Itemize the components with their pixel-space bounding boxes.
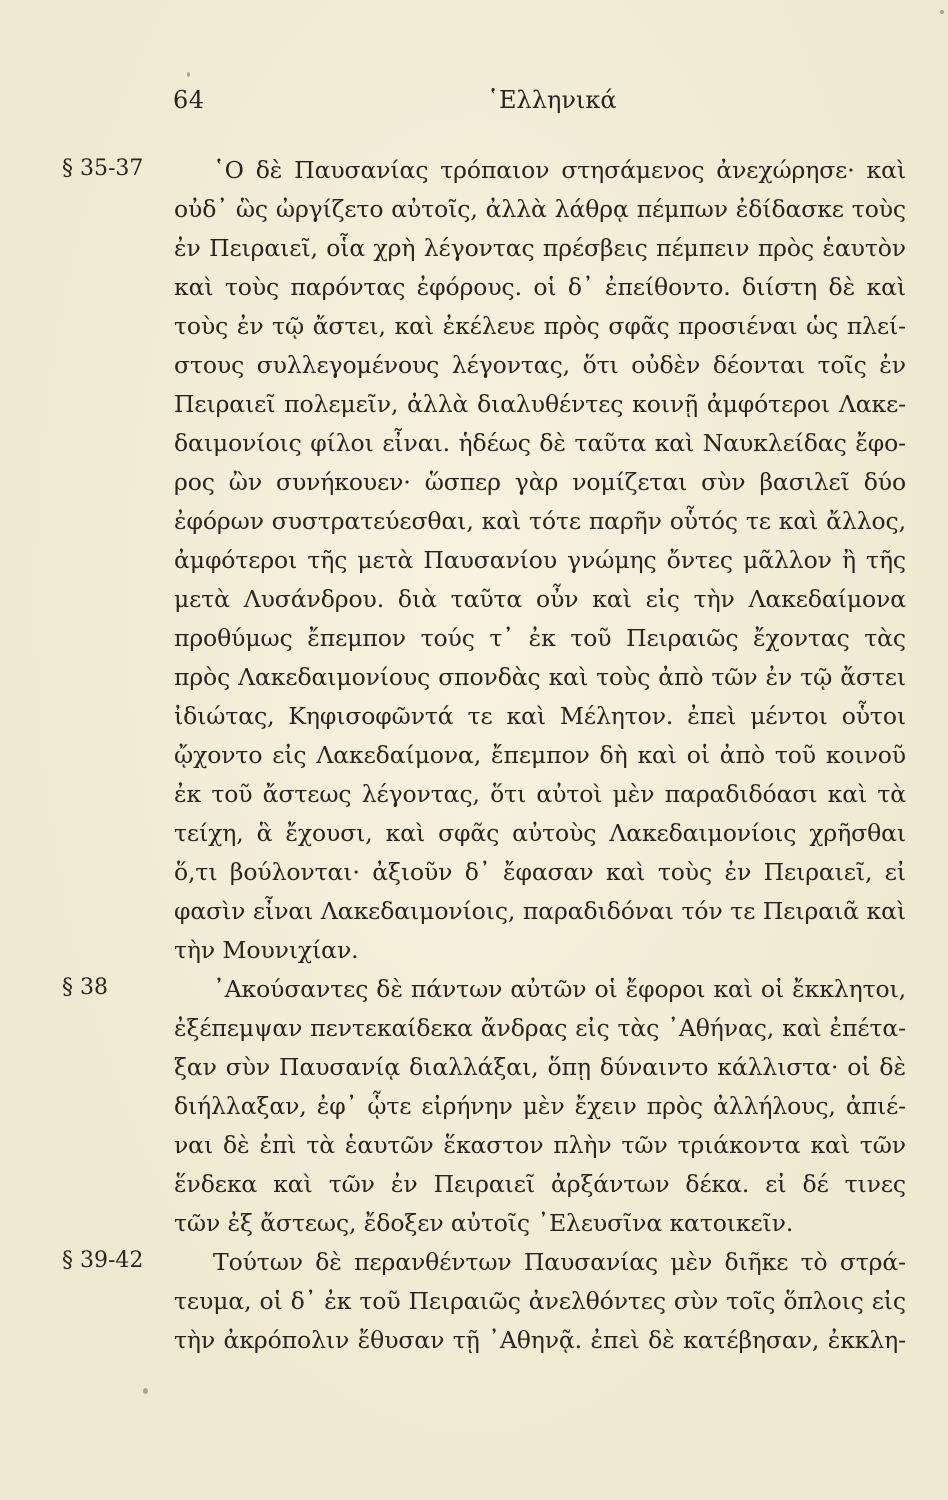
text-line: τὴν Μουνιχίαν. [174, 936, 359, 964]
text-line: Πειραιεῖ πολεμεῖν, ἀλλὰ διαλυθέντες κοινῇ ἀμφότεροι Λακε- [174, 390, 906, 418]
section-label-35-37: § 35-37 [62, 156, 144, 181]
print-speck [940, 10, 944, 14]
text-line: διήλλαξαν, ἐφ᾽ ᾧτε εἰρήνην μὲν ἔχειν πρὸς ἀλλήλους, ἀπιέ- [174, 1092, 906, 1120]
text-line: ναι δὲ ἐπὶ τὰ ἑαυτῶν ἕκαστον πλὴν τῶν τριάκοντα καὶ τῶν [174, 1131, 906, 1159]
text-line: ἐξέπεμψαν πεντεκαίδεκα ἄνδρας εἰς τὰς ᾿Αθήνας, καὶ ἐπέτα- [174, 1014, 906, 1042]
text-line: πρὸς Λακεδαιμονίους σπονδὰς καὶ τοὺς ἀπὸ τῶν ἐν τῷ ἄστει [174, 663, 906, 691]
text-line: τῶν ἐξ ἄστεως, ἔδοξεν αὐτοῖς ᾿Ελευσῖνα κατοικεῖν. [174, 1209, 794, 1237]
text-line: φασὶν εἶναι Λακεδαιμονίοις, παραδιδόναι τόν τε Πειραιᾶ καὶ [174, 897, 906, 925]
text-line: καὶ τοὺς παρόντας ἐφόρους. οἱ δ᾽ ἐπείθοντο. διίστη δὲ καὶ [174, 273, 906, 301]
text-line: ᾿Ακούσαντες δὲ πάντων αὐτῶν οἱ ἔφοροι καὶ οἱ ἔκκλητοι, [213, 975, 906, 1003]
text-line: δαιμονίοις φίλοι εἶναι. ἡδέως δὲ ταῦτα καὶ Ναυκλείδας ἔφο- [174, 429, 906, 457]
print-speck [187, 72, 190, 77]
text-line: τὴν ἀκρόπολιν ἔθυσαν τῇ ᾿Αθηνᾷ. ἐπεὶ δὲ κατέβησαν, ἐκκλη- [174, 1326, 906, 1354]
text-line: προθύμως ἔπεμπον τούς τ᾽ ἐκ τοῦ Πειραιῶς ἔχοντας τὰς [174, 624, 906, 652]
text-line: ῾Ο δὲ Παυσανίας τρόπαιον στησάμενος ἀνεχώρησε· καὶ [213, 156, 906, 184]
text-line: οὐδ᾽ ὣς ὠργίζετο αὐτοῖς, ἀλλὰ λάθρᾳ πέμπων ἐδίδασκε τοὺς [174, 195, 906, 223]
text-line: τευμα, οἱ δ᾽ ἐκ τοῦ Πειραιῶς ἀνελθόντες σὺν τοῖς ὅπλοις εἰς [174, 1287, 906, 1315]
running-title: ῾Ελληνικά [487, 86, 617, 114]
text-line: ὅ,τι βούλονται· ἀξιοῦν δ᾽ ἔφασαν καὶ τοὺς ἐν Πειραιεῖ, εἰ [174, 858, 906, 886]
text-line: μετὰ Λυσάνδρου. διὰ ταῦτα οὖν καὶ εἰς τὴν Λακεδαίμονα [174, 585, 906, 613]
text-line: ἐκ τοῦ ἄστεως λέγοντας, ὅτι αὐτοὶ μὲν παραδιδόασι καὶ τὰ [174, 780, 906, 808]
print-speck [143, 1388, 148, 1394]
text-line: ᾤχοντο εἰς Λακεδαίμονα, ἔπεμπον δὴ καὶ οἱ ἀπὸ τοῦ κοινοῦ [174, 741, 906, 769]
text-line: ἰδιώτας, Κηφισοφῶντά τε καὶ Μέλητον. ἐπεὶ μέντοι οὗτοι [174, 702, 906, 730]
text-line: ρος ὢν συνήκουεν· ὥσπερ γὰρ νομίζεται σὺν βασιλεῖ δύο [174, 468, 906, 496]
text-line: ἐν Πειραιεῖ, οἷα χρὴ λέγοντας πρέσβεις πέμπειν πρὸς ἑαυτὸν [174, 234, 906, 262]
text-line: ξαν σὺν Παυσανίᾳ διαλλάξαι, ὅπῃ δύναιντο κάλλιστα· οἱ δὲ [174, 1053, 906, 1081]
section-label-38: § 38 [62, 975, 108, 1000]
text-line: ἀμφότεροι τῆς μετὰ Παυσανίου γνώμης ὄντες μᾶλλον ἢ τῆς [174, 546, 906, 574]
page-number: 64 [173, 86, 205, 114]
text-line: ἐφόρων συστρατεύεσθαι, καὶ τότε παρῆν οὗτός τε καὶ ἄλλος, [174, 507, 906, 535]
text-line: τείχη, ἃ ἔχουσι, καὶ σφᾶς αὐτοὺς Λακεδαιμονίοις χρῆσθαι [174, 819, 906, 847]
section-label-39-42: § 39-42 [62, 1248, 144, 1273]
text-line: τοὺς ἐν τῷ ἄστει, καὶ ἐκέλευε πρὸς σφᾶς προσιέναι ὡς πλεί- [174, 312, 906, 340]
text-line: ἕνδεκα καὶ τῶν ἐν Πειραιεῖ ἀρξάντων δέκα. εἰ δέ τινες [174, 1170, 906, 1198]
text-line: Τούτων δὲ περανθέντων Παυσανίας μὲν διῆκε τὸ στρά- [213, 1248, 906, 1276]
text-line: στους συλλεγομένους λέγοντας, ὅτι οὐδὲν δέονται τοῖς ἐν [174, 351, 906, 379]
